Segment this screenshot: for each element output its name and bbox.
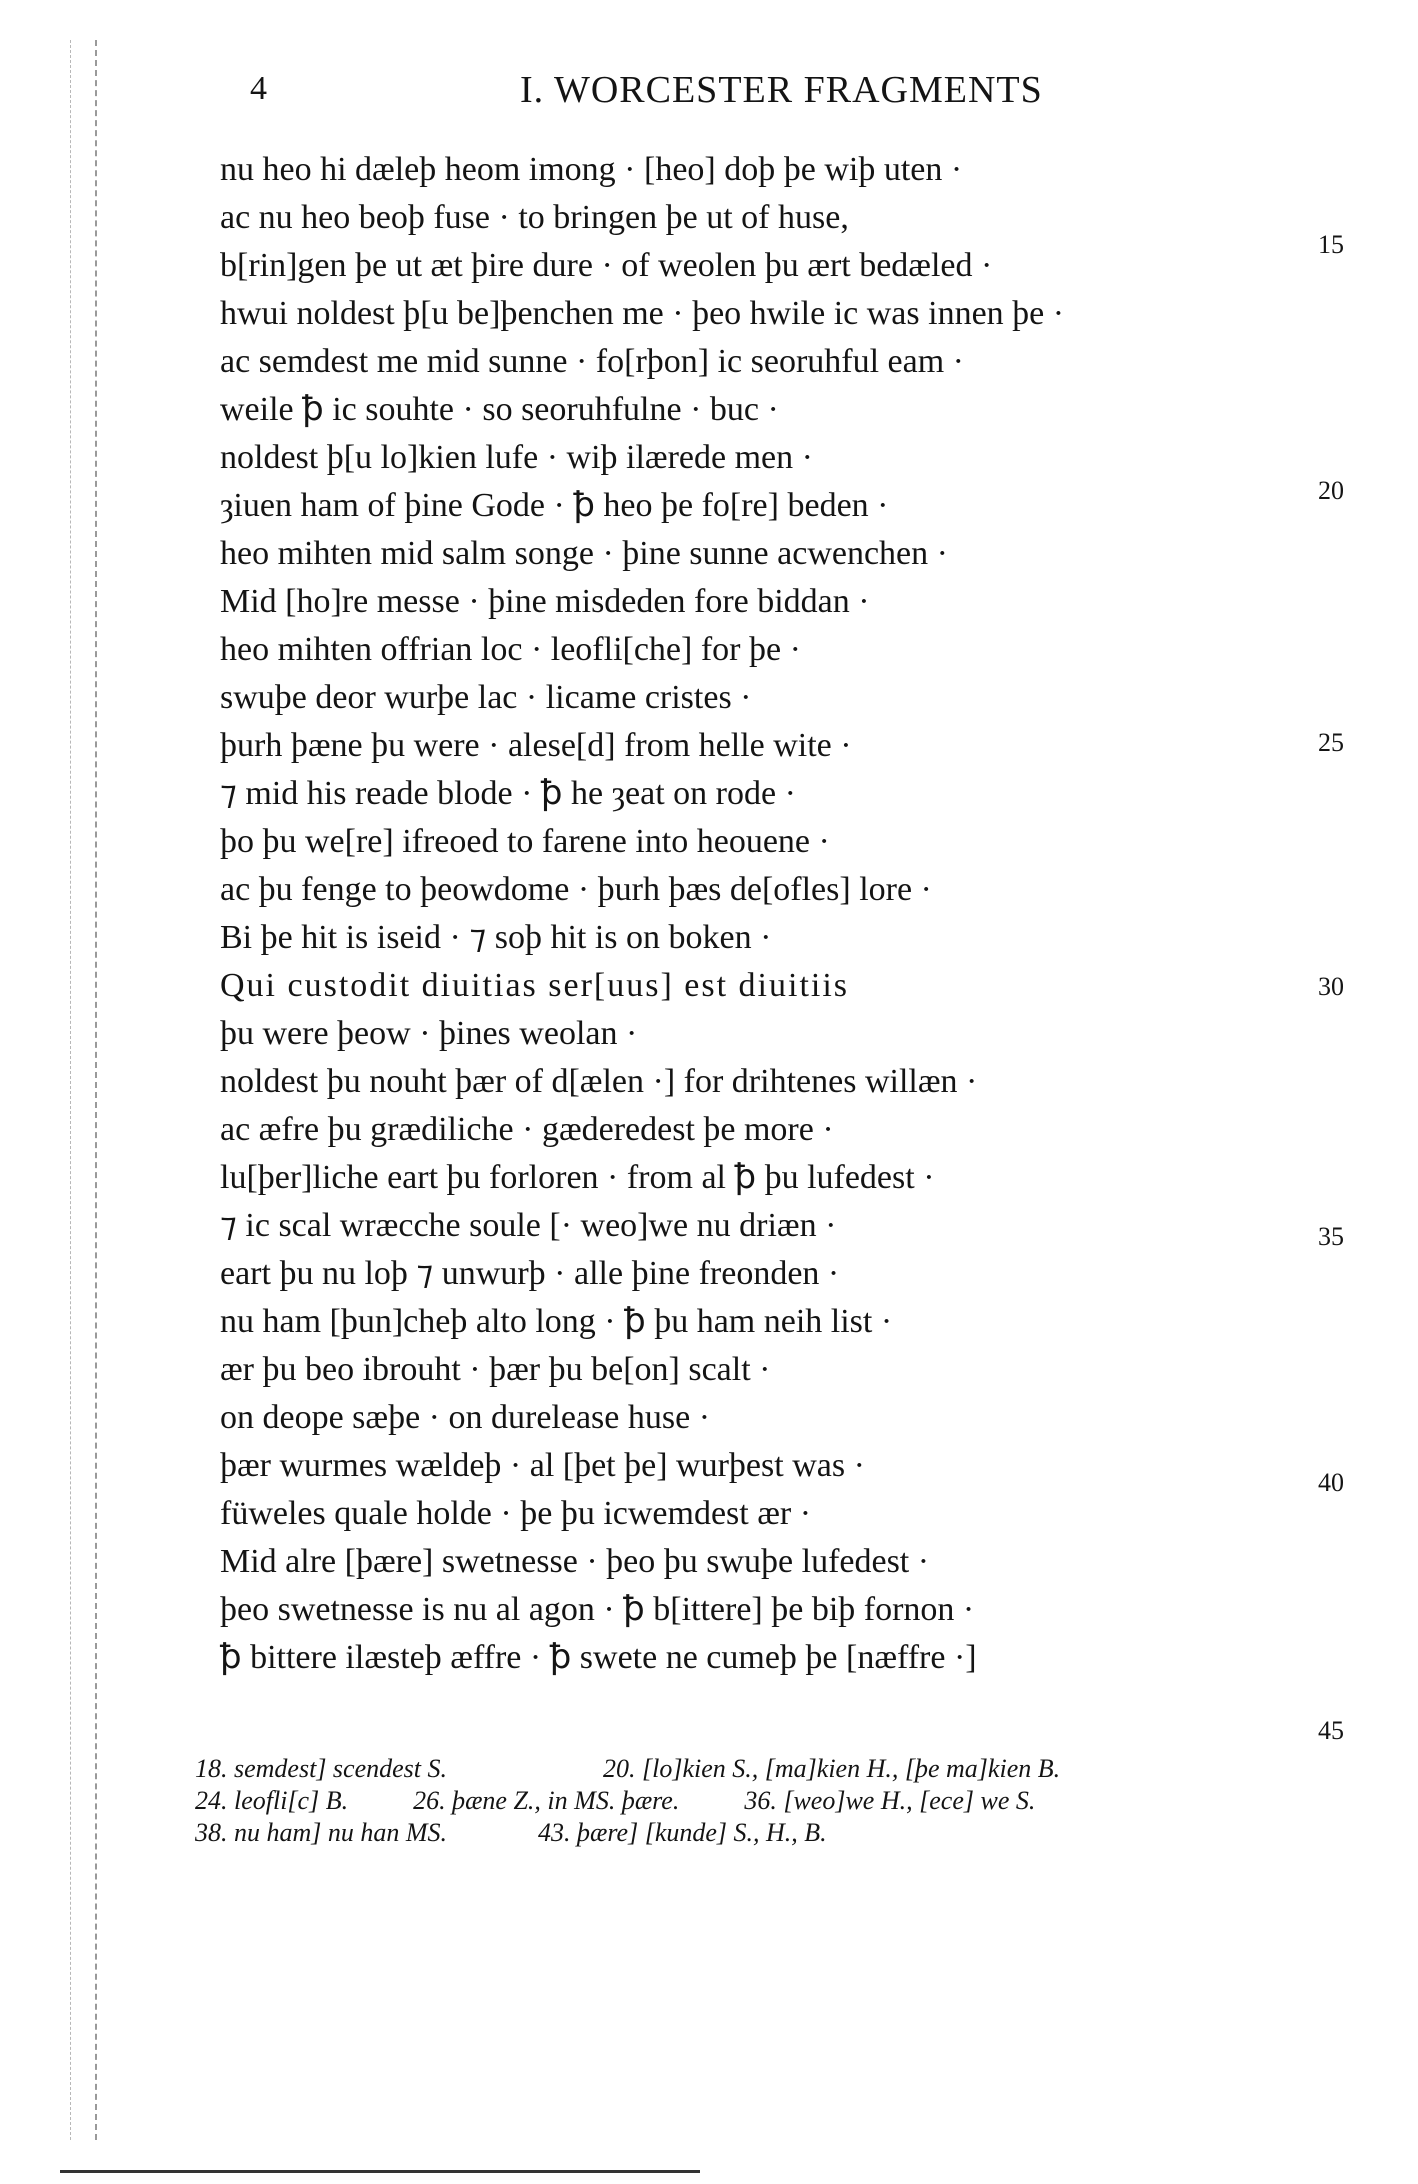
- line-number: 20: [1318, 476, 1344, 505]
- page-number: 4: [250, 70, 267, 107]
- poem-line: hwui noldest þ[u be]þenchen me · þeo hwile ic was innen þe ·: [220, 295, 1065, 332]
- poem-line: þeo swetnesse is nu al agon · ꝥ b[ittere] þe biþ fornon ·: [220, 1591, 975, 1628]
- poem-line: Bi þe hit is iseid · ⁊ soþ hit is on boken ·: [220, 919, 772, 956]
- footnote: 18. semdest] scendest S. 20. [lo]kien S., [ma]kien H., [þe ma]kien B.: [195, 1754, 1061, 1783]
- poem-line: ac þu fenge to þeowdome · þurh þæs de[ofles] lore ·: [220, 871, 932, 908]
- poem-line: ac semdest me mid sunne · fo[rþon] ic seoruhful eam ·: [220, 343, 964, 380]
- poem-line: Mid [ho]re messe · þine misdeden fore biddan ·: [220, 583, 870, 620]
- poem-line: lu[þer]liche eart þu forloren · from al ꝥ þu lufedest ·: [220, 1159, 935, 1196]
- line-number: 15: [1318, 230, 1344, 259]
- poem-line: ær þu beo ibrouht · þær þu be[on] scalt ·: [220, 1351, 771, 1388]
- binding-edge: [95, 40, 97, 2140]
- poem-line: heo mihten mid salm songe · þine sunne acwenchen ·: [220, 535, 948, 572]
- poem-line: swuþe deor wurþe lac · licame cristes ·: [220, 679, 752, 716]
- poem-line: b[rin]gen þe ut æt þire dure · of weolen þu ært bedæled ·: [220, 247, 993, 284]
- poem-line: heo mihten offrian loc · leofli[che] for þe ·: [220, 631, 801, 668]
- poem-line: on deope sæþe · on durelease huse ·: [220, 1399, 711, 1436]
- line-number: 45: [1318, 1716, 1344, 1745]
- poem-line: nu ham [þun]cheþ alto long · ꝥ þu ham neih list ·: [220, 1303, 893, 1340]
- footnote: 38. nu ham] nu han MS. 43. þære] [kunde] S., H., B.: [195, 1818, 827, 1847]
- poem-line: þurh þæne þu were · alese[d] from helle wite ·: [220, 727, 852, 764]
- poem-line: ȝiuen ham of þine Gode · ꝥ heo þe fo[re] beden ·: [220, 487, 889, 524]
- poem-line: ⁊ ic scal wræcche soule [· weo]we nu driæn ·: [220, 1207, 837, 1244]
- line-number: 40: [1318, 1468, 1344, 1497]
- poem-line: noldest þu nouht þær of d[ælen ·] for drihtenes willæn ·: [220, 1063, 978, 1100]
- poem-line: nu heo hi dæleþ heom imong · [heo] doþ þe wiþ uten ·: [220, 151, 963, 188]
- poem-line: weile ꝥ ic souhte · so seoruhfulne · buc ·: [220, 391, 779, 428]
- poem-line: Mid alre [þære] swetnesse · þeo þu swuþe lufedest ·: [220, 1543, 930, 1580]
- poem-line: ac nu heo beoþ fuse · to bringen þe ut of huse,: [220, 199, 849, 236]
- poem-line: ⁊ mid his reade blode · ꝥ he ȝeat on rode ·: [220, 775, 796, 812]
- line-number: 35: [1318, 1222, 1344, 1251]
- poem-line: þær wurmes wældeþ · al [þet þe] wurþest was ·: [220, 1447, 865, 1484]
- poem-line: noldest þ[u lo]kien lufe · wiþ ilærede men ·: [220, 439, 813, 476]
- footnote: 24. leofli[c] B. 26. þæne Z., in MS. þære. 36. [weo]we H., [ece] we S.: [195, 1786, 1036, 1815]
- poem-line: eart þu nu loþ ⁊ unwurþ · alle þine freonden ·: [220, 1255, 840, 1292]
- binding-edge-inner: [70, 40, 71, 2140]
- poem-line: ꝥ bittere ilæsteþ æffre · ꝥ swete ne cumeþ þe [næffre ·]: [220, 1639, 977, 1676]
- poem-line: füweles quale holde · þe þu icwemdest ær ·: [220, 1495, 812, 1532]
- bottom-edge: [60, 2170, 700, 2173]
- running-title: I. WORCESTER FRAGMENTS: [520, 69, 1043, 111]
- line-number: 25: [1318, 728, 1344, 757]
- poem-line: þo þu we[re] ifreoed to farene into heouene ·: [220, 823, 830, 860]
- poem-line: þu were þeow · þines weolan ·: [220, 1015, 638, 1052]
- poem-line: ac æfre þu grædiliche · gæderedest þe more ·: [220, 1111, 834, 1148]
- poem-line-latin: Qui custodit diuitias ser[uus] est diuitiis: [220, 967, 850, 1004]
- line-number: 30: [1318, 972, 1344, 1001]
